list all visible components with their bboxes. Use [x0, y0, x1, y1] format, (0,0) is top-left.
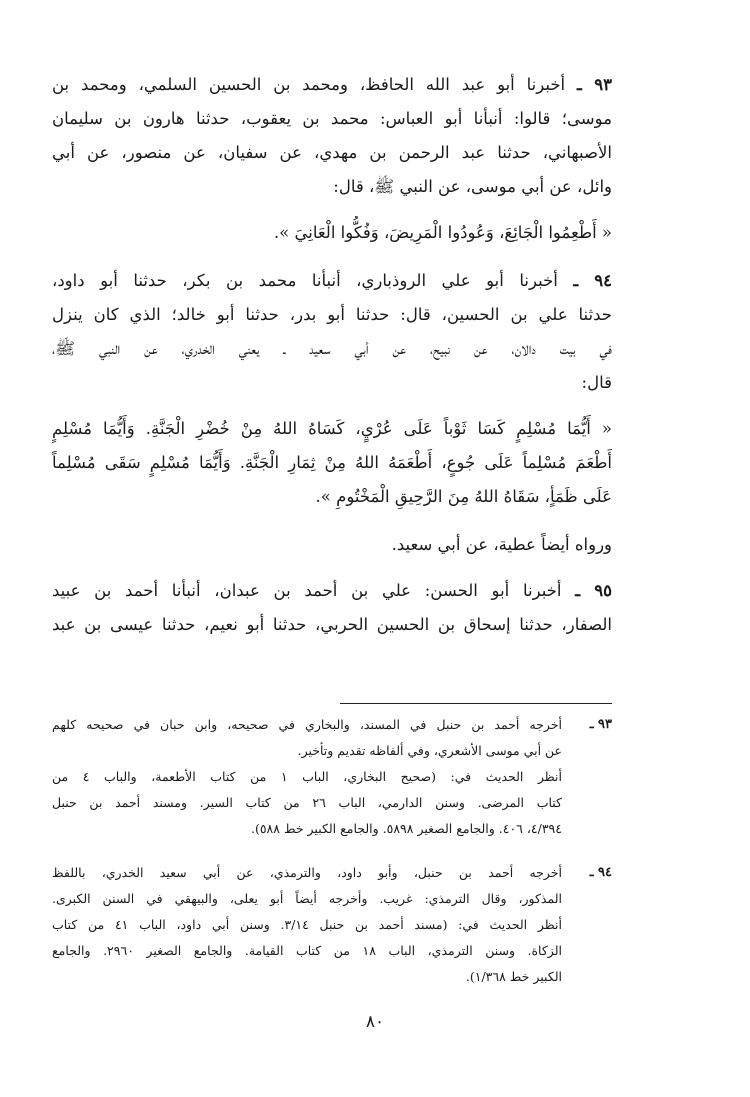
text-line: وائل، عن أبي موسى، عن النبي ﷺ، قال: [333, 177, 612, 196]
text-line: في بيت دالان، عن نبيح، عن أبي سعيد ـ يعني الخدري، عن النبي ﷺ، [52, 339, 612, 358]
footnote-line: ٤/٣٩٤، ٤٠٦. والجامع الصغير ٥٨٩٨. والجامع الكبير خط ٥٨٨). [250, 821, 562, 836]
text-line: حدثنا علي بن الحسين، قال: حدثنا أبو بدر، حدثنا أبو خالد؛ الذي كان ينزل [52, 305, 612, 324]
text-line: ٩٥ ـ أخبرنا أبو الحسن: علي بن أحمد بن عبدان، أنبأنا أحمد بن عبيد [52, 581, 612, 600]
hadith-text: أَطْعَمَ مُسْلِماً عَلَى جُوعٍ، أَطْعَمَهُ اللهُ مِنْ ثِمَارِ الْجَنَّةِ. وَأَيُّمَا مُسْلِمٍ سَقَى مُسْلِماً [52, 453, 612, 472]
footnote-line: أخرجه أحمد بن حنبل، وأبو داود، والترمذي، عن أبي سعيد الخدري، باللفظ [52, 865, 562, 880]
footnote-line: الزكاة. وسنن الترمذي، الباب ١٨ من كتاب القيامة. والجامع الصغير ٢٩٦٠. والجامع [52, 943, 562, 958]
text-line: الصفار، حدثنا إسحاق بن الحسين الحربي، حدثنا أبو نعيم، حدثنا عيسى بن عبد [52, 615, 612, 634]
footnote-line: الكبير خط ١/٣٦٨). [465, 969, 562, 984]
footnote-number: ٩٤ ـ [589, 865, 612, 880]
text-line: ٩٣ ـ أخبرنا أبو عبد الله الحافظ، ومحمد بن الحسين السلمي، ومحمد بن [52, 75, 612, 94]
footnote-line: المذكور، وقال الترمذي: غريب. وأخرجه أيضاً أبو يعلى، والبيهقي في السنن الكبرى. [52, 891, 562, 906]
hadith-text: « أَيُّمَا مُسْلِمٍ كَسَا ثَوْباً عَلَى عُرْيٍ، كَسَاهُ اللهُ مِنْ خُضْرِ الْجَنَّةِ. وَأَيُّمَا مُسْلِمٍ [52, 419, 612, 438]
footnote-line: عن أبي موسى الأشعري، وفي ألفاظه تقديم وتأخير. [297, 743, 562, 758]
text-line: قال: [581, 373, 612, 392]
footnote-line: كتاب المرضى. وسنن الدارمي، الباب ٢٦ من كتاب السير. ومسند أحمد بن حنبل [52, 795, 562, 810]
text-line: ٩٤ ـ أخبرنا أبو علي الروذباري، أنبأنا محمد بن بكر، حدثنا أبو داود، [52, 271, 612, 290]
page-number: ٨٠ [365, 1012, 385, 1032]
footnote-line: أنظر الحديث في: (صحيح البخاري، الباب ١ من كتاب الأطعمة، والباب ٤ من [52, 769, 562, 784]
text-line: الأصبهاني، حدثنا عبد الرحمن بن مهدي، عن سفيان، عن منصور، عن أبي [52, 143, 612, 162]
hadith-text: « أَطْعِمُوا الْجَائِعَ، وَعُودُوا الْمَرِيضَ، وَفُكُّوا الْعَانِيَ ». [273, 223, 612, 242]
text-line: ورواه أيضاً عطية، عن أبي سعيد. [391, 535, 612, 554]
footnote-line: أنظر الحديث في: (مسند أحمد بن حنبل ٣/١٤. وسنن أبي داود، الباب ٤١ من كتاب [52, 917, 562, 932]
footnote-line: أخرجه أحمد بن حنبل في المسند، والبخاري في صحيحه، وابن حبان في صحيحه كلهم [52, 717, 562, 732]
footnote-separator [340, 703, 612, 704]
hadith-text: عَلَى ظَمَأٍ، سَقَاهُ اللهُ مِنَ الرَّحِيقِ الْمَخْتُومِ ». [315, 487, 612, 506]
text-line: موسى؛ قالوا: أنبأنا أبو العباس: محمد بن يعقوب، حدثنا هارون بن سليمان [52, 109, 612, 128]
footnote-number: ٩٣ ـ [589, 717, 612, 732]
